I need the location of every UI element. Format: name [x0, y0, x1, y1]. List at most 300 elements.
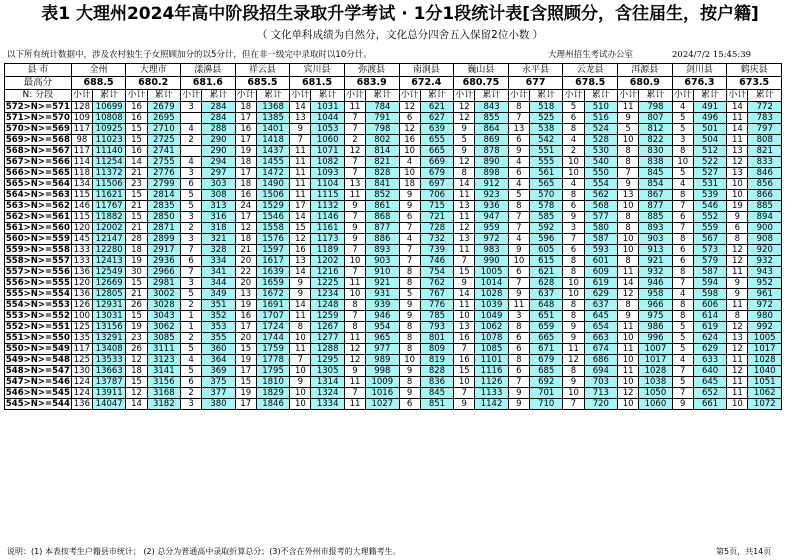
- count-cell: 1: [181, 322, 202, 333]
- cumulative-cell: 651: [529, 311, 562, 322]
- count-cell: 8: [344, 322, 365, 333]
- county-max-score: 688.5: [71, 77, 126, 90]
- cumulative-cell: 328: [202, 245, 235, 256]
- cumulative-cell: 1146: [311, 212, 344, 223]
- count-cell: 21: [126, 289, 147, 300]
- score-range: 566>N>=565: [5, 168, 70, 178]
- cumulative-cell: 913: [639, 245, 672, 256]
- count-cell: 7: [399, 223, 420, 234]
- count-cell: 7: [672, 223, 693, 234]
- count-cell: 11: [344, 190, 365, 201]
- count-cell: 10: [618, 377, 639, 388]
- cumulative-cell: 1038: [639, 377, 672, 388]
- count-cell: 9: [344, 366, 365, 377]
- count-cell: 11: [290, 179, 311, 190]
- count-cell: 145: [71, 234, 92, 245]
- cumulative-cell: 1040: [748, 366, 782, 377]
- count-cell: 10: [508, 256, 529, 267]
- count-cell: 3: [181, 212, 202, 223]
- cumulative-cell: 1368: [256, 102, 289, 113]
- count-cell: 26: [126, 344, 147, 355]
- cumulative-cell: 1259: [311, 311, 344, 322]
- count-cell: 8: [563, 300, 584, 311]
- score-range: 549>N>=548: [5, 355, 70, 365]
- cumulative-cell: 986: [639, 322, 672, 333]
- cumulative-cell: 2899: [147, 234, 180, 245]
- col-head-range: N: 分段: [5, 90, 72, 102]
- cumulative-cell: 1795: [256, 366, 289, 377]
- count-cell: 12: [399, 102, 420, 113]
- cumulative-cell: 1173: [311, 234, 344, 245]
- cumulative-cell: 946: [639, 278, 672, 289]
- cumulative-cell: 830: [639, 146, 672, 157]
- county-max-score: 681.5: [290, 77, 345, 90]
- cumulative-cell: 619: [584, 278, 617, 289]
- count-cell: 11: [344, 278, 365, 289]
- count-cell: 20: [235, 278, 256, 289]
- cumulative-cell: 821: [748, 146, 782, 157]
- count-cell: 6: [181, 179, 202, 190]
- cumulative-cell: 1216: [311, 267, 344, 278]
- count-cell: 15: [126, 190, 147, 201]
- cumulative-cell: 504: [693, 135, 726, 146]
- cumulative-cell: 580: [584, 223, 617, 234]
- count-cell: 9: [290, 278, 311, 289]
- count-cell: [181, 113, 202, 124]
- count-cell: 15: [126, 311, 147, 322]
- cumulative-cell: 1455: [256, 157, 289, 168]
- county-max-score: 673.5: [727, 77, 782, 90]
- cumulative-cell: 885: [748, 201, 782, 212]
- cumulative-cell: 592: [529, 223, 562, 234]
- cumulative-cell: 903: [639, 234, 672, 245]
- count-cell: 7: [508, 377, 529, 388]
- count-cell: 11: [344, 399, 365, 410]
- cumulative-cell: 2981: [147, 278, 180, 289]
- score-range: 559>N>=558: [5, 245, 70, 255]
- cumulative-cell: 828: [420, 366, 453, 377]
- count-cell: 8: [563, 124, 584, 135]
- count-cell: 15: [126, 124, 147, 135]
- cumulative-cell: 854: [639, 179, 672, 190]
- cumulative-cell: 798: [366, 124, 399, 135]
- cumulative-cell: 621: [529, 267, 562, 278]
- count-cell: 10: [563, 388, 584, 399]
- count-cell: 21: [126, 168, 147, 179]
- cumulative-cell: 908: [748, 234, 782, 245]
- cumulative-cell: 998: [366, 366, 399, 377]
- count-cell: 9: [508, 146, 529, 157]
- cumulative-cell: 11621: [92, 190, 125, 201]
- cumulative-cell: 1418: [256, 135, 289, 146]
- count-cell: 11: [454, 212, 475, 223]
- table-row: [5, 344, 782, 355]
- count-cell: 26: [126, 300, 147, 311]
- cumulative-cell: 3156: [147, 377, 180, 388]
- count-cell: 9: [618, 113, 639, 124]
- count-cell: 10: [344, 289, 365, 300]
- count-cell: 24: [235, 201, 256, 212]
- count-cell: 21: [126, 223, 147, 234]
- col-head-count: 小计: [619, 90, 638, 100]
- score-range: 558>N>=557: [5, 256, 70, 266]
- cumulative-cell: 921: [639, 256, 672, 267]
- cumulative-cell: 703: [584, 377, 617, 388]
- cumulative-cell: 355: [202, 333, 235, 344]
- cumulative-cell: 13031: [92, 311, 125, 322]
- count-cell: 7: [672, 201, 693, 212]
- count-cell: 7: [290, 355, 311, 366]
- count-cell: 8: [508, 102, 529, 113]
- count-cell: 7: [563, 399, 584, 410]
- count-cell: 7: [672, 366, 693, 377]
- count-cell: 4: [508, 179, 529, 190]
- count-cell: 11: [454, 245, 475, 256]
- count-cell: 11: [727, 113, 748, 124]
- row-label-county: 县 市: [5, 64, 72, 77]
- cumulative-cell: 1082: [311, 157, 344, 168]
- count-cell: 11: [727, 267, 748, 278]
- cumulative-cell: 783: [748, 113, 782, 124]
- count-cell: 133: [71, 245, 92, 256]
- cumulative-cell: 869: [475, 135, 508, 146]
- col-head-count: 小计: [455, 90, 474, 100]
- count-cell: 16: [235, 190, 256, 201]
- count-cell: 133: [71, 256, 92, 267]
- count-cell: 15: [126, 377, 147, 388]
- cumulative-cell: 1778: [256, 355, 289, 366]
- count-cell: 4: [563, 179, 584, 190]
- count-cell: 4: [672, 289, 693, 300]
- cumulative-cell: 894: [748, 212, 782, 223]
- cumulative-cell: 692: [529, 377, 562, 388]
- county-name: 全州: [71, 64, 126, 77]
- score-range: 570>N>=569: [5, 124, 70, 134]
- cumulative-cell: 720: [584, 399, 617, 410]
- count-cell: 11: [290, 146, 311, 157]
- count-cell: 16: [235, 311, 256, 322]
- cumulative-cell: 845: [420, 388, 453, 399]
- cumulative-cell: 1126: [475, 377, 508, 388]
- count-cell: 8: [563, 267, 584, 278]
- cumulative-cell: 965: [366, 333, 399, 344]
- count-cell: 5: [181, 201, 202, 212]
- count-cell: 17: [290, 201, 311, 212]
- cumulative-cell: 1101: [475, 355, 508, 366]
- cumulative-cell: 491: [693, 102, 726, 113]
- count-cell: 3: [181, 168, 202, 179]
- count-cell: 18: [235, 157, 256, 168]
- count-cell: 3: [672, 135, 693, 146]
- count-cell: 10: [344, 256, 365, 267]
- count-cell: 7: [672, 388, 693, 399]
- cumulative-cell: 2710: [147, 124, 180, 135]
- cumulative-cell: 1031: [311, 102, 344, 113]
- cumulative-cell: 679: [420, 168, 453, 179]
- cumulative-cell: 349: [202, 289, 235, 300]
- cumulative-cell: 1051: [748, 377, 782, 388]
- count-cell: 4: [672, 179, 693, 190]
- count-cell: 11: [290, 157, 311, 168]
- count-cell: 21: [126, 201, 147, 212]
- col-head-count: 小计: [182, 90, 201, 100]
- count-cell: 18: [399, 179, 420, 190]
- table-row: [5, 322, 782, 333]
- count-cell: 5: [672, 168, 693, 179]
- cumulative-cell: 659: [529, 322, 562, 333]
- count-cell: 5: [672, 377, 693, 388]
- count-cell: 10: [618, 234, 639, 245]
- cumulative-cell: 1062: [475, 322, 508, 333]
- cumulative-cell: 542: [529, 135, 562, 146]
- count-cell: 9: [399, 201, 420, 212]
- count-cell: 7: [508, 212, 529, 223]
- table-row: [5, 102, 782, 113]
- count-cell: 11: [290, 168, 311, 179]
- county-max-score: 683.9: [344, 77, 399, 90]
- col-head-count: 小计: [673, 90, 692, 100]
- cumulative-cell: 528: [584, 135, 617, 146]
- count-cell: 17: [235, 168, 256, 179]
- cumulative-cell: 496: [693, 113, 726, 124]
- cumulative-cell: 375: [202, 377, 235, 388]
- count-cell: 117: [71, 344, 92, 355]
- count-cell: 8: [672, 234, 693, 245]
- score-range: 548>N>=547: [5, 366, 70, 376]
- count-cell: 6: [508, 267, 529, 278]
- cumulative-cell: 11767: [92, 201, 125, 212]
- count-cell: 12: [727, 366, 748, 377]
- count-cell: 136: [71, 399, 92, 410]
- cumulative-cell: 3123: [147, 355, 180, 366]
- cumulative-cell: 923: [475, 190, 508, 201]
- cumulative-cell: 1672: [256, 289, 289, 300]
- count-cell: 13: [344, 179, 365, 190]
- cumulative-cell: 776: [420, 300, 453, 311]
- count-cell: 117: [71, 124, 92, 135]
- count-cell: 23: [126, 333, 147, 344]
- count-cell: 4: [508, 157, 529, 168]
- count-cell: 7: [181, 245, 202, 256]
- count-cell: 9: [563, 333, 584, 344]
- col-head-cumulative: 累计: [693, 90, 726, 102]
- count-cell: 9: [508, 289, 529, 300]
- count-cell: 14: [454, 289, 475, 300]
- cumulative-cell: 1016: [366, 388, 399, 399]
- count-cell: 13: [454, 322, 475, 333]
- cumulative-cell: 3043: [147, 311, 180, 322]
- count-cell: 11: [727, 135, 748, 146]
- cumulative-cell: 954: [366, 322, 399, 333]
- col-head-cumulative: 累计: [639, 90, 672, 102]
- count-cell: 13: [454, 234, 475, 245]
- table-row: [5, 212, 782, 223]
- score-range: 564>N>=563: [5, 190, 70, 200]
- cumulative-cell: 694: [584, 366, 617, 377]
- count-cell: 115: [71, 190, 92, 201]
- count-cell: 125: [71, 355, 92, 366]
- cumulative-cell: 605: [529, 245, 562, 256]
- count-cell: 10: [618, 399, 639, 410]
- cumulative-cell: 706: [420, 190, 453, 201]
- cumulative-cell: 912: [475, 179, 508, 190]
- count-cell: 10: [727, 190, 748, 201]
- cumulative-cell: 961: [748, 289, 782, 300]
- col-head-count: 小计: [564, 90, 583, 100]
- score-range: 553>N>=552: [5, 311, 70, 321]
- score-range: 572>N>=571: [5, 102, 70, 112]
- cumulative-cell: 12549: [92, 267, 125, 278]
- count-cell: 135: [71, 333, 92, 344]
- cumulative-cell: 772: [748, 102, 782, 113]
- count-cell: 5: [563, 102, 584, 113]
- count-cell: 8: [672, 300, 693, 311]
- count-cell: 15: [126, 135, 147, 146]
- count-cell: 14: [126, 157, 147, 168]
- count-cell: 8: [399, 333, 420, 344]
- count-cell: 17: [235, 322, 256, 333]
- cumulative-cell: 593: [584, 245, 617, 256]
- count-cell: 9: [399, 311, 420, 322]
- count-cell: 18: [126, 245, 147, 256]
- count-cell: 9: [290, 124, 311, 135]
- count-cell: 7: [399, 245, 420, 256]
- cumulative-cell: 13408: [92, 344, 125, 355]
- cumulative-cell: 885: [639, 212, 672, 223]
- cumulative-cell: 652: [693, 388, 726, 399]
- cumulative-cell: 13663: [92, 366, 125, 377]
- cumulative-cell: 10925: [92, 124, 125, 135]
- cumulative-cell: 828: [366, 168, 399, 179]
- count-cell: 13: [235, 289, 256, 300]
- cumulative-cell: 798: [639, 102, 672, 113]
- cumulative-cell: 1202: [311, 256, 344, 267]
- cumulative-cell: 836: [420, 377, 453, 388]
- cumulative-cell: 522: [693, 157, 726, 168]
- count-cell: 10: [618, 245, 639, 256]
- count-cell: 12: [618, 388, 639, 399]
- cumulative-cell: 802: [366, 135, 399, 146]
- cumulative-cell: 2936: [147, 256, 180, 267]
- count-cell: 10: [399, 146, 420, 157]
- cumulative-cell: 3168: [147, 388, 180, 399]
- cumulative-cell: 1546: [256, 212, 289, 223]
- cumulative-cell: 1028: [748, 355, 782, 366]
- count-cell: 17: [235, 366, 256, 377]
- cumulative-cell: 1277: [311, 333, 344, 344]
- count-cell: 5: [181, 366, 202, 377]
- cumulative-cell: 898: [475, 168, 508, 179]
- table-row: [5, 256, 782, 267]
- county-name: 弥渡县: [344, 64, 399, 77]
- cumulative-cell: 1810: [256, 377, 289, 388]
- cumulative-cell: 1060: [639, 399, 672, 410]
- cumulative-cell: 570: [529, 190, 562, 201]
- county-max-score: 681.6: [181, 77, 236, 90]
- cumulative-cell: 11882: [92, 212, 125, 223]
- count-cell: 3: [563, 223, 584, 234]
- cumulative-cell: 856: [748, 179, 782, 190]
- cumulative-cell: 615: [529, 256, 562, 267]
- cumulative-cell: 959: [475, 223, 508, 234]
- count-cell: 15: [454, 366, 475, 377]
- table-row: [5, 311, 782, 322]
- cumulative-cell: 801: [420, 333, 453, 344]
- count-cell: 7: [344, 311, 365, 322]
- col-head-cumulative: 累计: [256, 90, 289, 102]
- count-cell: 14: [454, 179, 475, 190]
- count-cell: 8: [290, 322, 311, 333]
- cumulative-cell: 2776: [147, 168, 180, 179]
- cumulative-cell: 567: [693, 234, 726, 245]
- count-cell: 12: [290, 234, 311, 245]
- count-cell: 6: [399, 212, 420, 223]
- header-row-max: [5, 77, 782, 90]
- cumulative-cell: 936: [475, 201, 508, 212]
- count-cell: 7: [344, 245, 365, 256]
- count-cell: 12: [454, 223, 475, 234]
- count-cell: 7: [672, 278, 693, 289]
- cumulative-cell: 516: [584, 113, 617, 124]
- cumulative-cell: 1506: [256, 190, 289, 201]
- county-max-score: 678.5: [563, 77, 618, 90]
- cumulative-cell: 767: [420, 289, 453, 300]
- count-cell: 16: [290, 245, 311, 256]
- count-cell: 10: [399, 355, 420, 366]
- cumulative-cell: 12147: [92, 234, 125, 245]
- score-distribution-table: [4, 63, 782, 410]
- table-row: [5, 135, 782, 146]
- count-cell: 10: [290, 333, 311, 344]
- cumulative-cell: 980: [748, 311, 782, 322]
- count-cell: 9: [727, 278, 748, 289]
- cumulative-cell: 2799: [147, 179, 180, 190]
- cumulative-cell: 943: [748, 267, 782, 278]
- count-cell: 10: [618, 333, 639, 344]
- cumulative-cell: 1132: [311, 201, 344, 212]
- count-cell: 10: [563, 278, 584, 289]
- count-cell: 18: [126, 366, 147, 377]
- col-head-cumulative: 累计: [529, 90, 562, 102]
- cumulative-cell: 1385: [256, 113, 289, 124]
- count-cell: 109: [71, 113, 92, 124]
- count-cell: 15: [235, 377, 256, 388]
- col-head-count: 小计: [728, 90, 747, 100]
- county-name: 永平县: [508, 64, 563, 77]
- cumulative-cell: 939: [366, 300, 399, 311]
- count-cell: 7: [454, 344, 475, 355]
- cumulative-cell: 1846: [256, 399, 289, 410]
- count-cell: 9: [399, 190, 420, 201]
- cumulative-cell: 550: [584, 168, 617, 179]
- cumulative-cell: 1267: [311, 322, 344, 333]
- count-cell: 5: [672, 344, 693, 355]
- county-name: 宾川县: [290, 64, 345, 77]
- cumulative-cell: 530: [584, 146, 617, 157]
- cumulative-cell: 540: [584, 157, 617, 168]
- count-cell: 8: [399, 344, 420, 355]
- issue-timestamp: 2024/7/2 15:45:39: [672, 50, 752, 60]
- count-cell: 9: [508, 388, 529, 399]
- cumulative-cell: 952: [748, 278, 782, 289]
- count-cell: 136: [71, 267, 92, 278]
- score-range: 546>N>=545: [5, 388, 70, 398]
- cumulative-cell: 290: [202, 146, 235, 157]
- cumulative-cell: 12669: [92, 278, 125, 289]
- count-cell: 9: [618, 179, 639, 190]
- table-row: [5, 289, 782, 300]
- cumulative-cell: 10699: [92, 102, 125, 113]
